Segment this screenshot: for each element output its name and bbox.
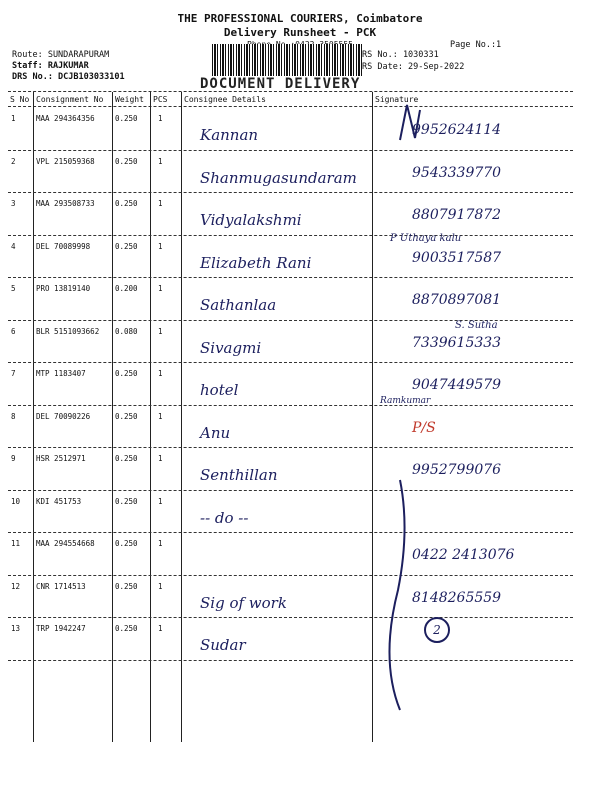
row-weight: 0.250: [115, 539, 138, 548]
row-sno: 3: [11, 199, 16, 208]
row-consignment: DEL 70089998: [36, 241, 91, 251]
row-pcs: 1: [158, 114, 163, 123]
row-consignee: -- do --: [200, 508, 249, 527]
row-signature: P/S: [412, 419, 436, 436]
row-consignee: hotel: [200, 381, 239, 399]
row-weight: 0.250: [115, 369, 138, 378]
row-consignee: Kannan: [200, 126, 259, 144]
col-divider: [33, 92, 34, 742]
row-weight: 0.250: [115, 156, 138, 166]
row-divider: [8, 362, 573, 363]
row-consignment: MAA 294554668: [36, 539, 95, 548]
row-consignment: BLR 5151093662: [36, 326, 100, 336]
rs-date: RS Date: 29-Sep-2022: [362, 62, 465, 72]
row-consignment: PRO 13819140: [36, 284, 91, 293]
row-sno: 2: [11, 156, 16, 166]
header-rule-bottom: [8, 106, 573, 107]
row-signature: 9047449579: [412, 377, 502, 393]
row-consignee: Sivagmi: [200, 338, 262, 357]
row-consignee: Sig of work: [200, 593, 287, 612]
row-signature: 9952624114: [412, 122, 502, 138]
row-weight: 0.250: [115, 496, 138, 506]
company-title: THE PROFESSIONAL COURIERS, Coimbatore: [177, 12, 423, 25]
bracket-mark: [370, 470, 430, 720]
row-consignee: Sathanlaa: [200, 296, 277, 314]
row-pcs: 1: [158, 496, 163, 506]
row-sno: 12: [11, 581, 21, 591]
row-consignment: MAA 293508733: [36, 199, 95, 208]
row-weight: 0.250: [115, 581, 138, 591]
rs-number: RS No.: 1030331: [362, 50, 439, 60]
row-pcs: 1: [158, 326, 163, 336]
row-pcs: 1: [158, 241, 163, 251]
col-divider: [181, 92, 182, 742]
row-pcs: 1: [158, 539, 163, 548]
row-signature: 9003517587: [412, 249, 502, 266]
row-consignment: KDI 451753: [36, 496, 82, 506]
row-divider: [8, 235, 573, 236]
row-sno: 1: [11, 114, 16, 123]
row-divider: [8, 575, 573, 576]
row-consignment: MAA 294364356: [36, 114, 95, 123]
row-consignment: MTP 1183407: [36, 369, 86, 378]
row-divider: [8, 405, 573, 406]
row-sno: 6: [11, 326, 16, 336]
row-pcs: 1: [158, 284, 163, 293]
row-consignee: Elizabeth Rani: [200, 253, 312, 272]
row-weight: 0.250: [115, 624, 138, 633]
row-sno: 11: [11, 539, 21, 548]
col-pcs: PCS: [153, 95, 168, 104]
row-consignment: CNR 1714513: [36, 581, 86, 591]
row-consignee: Vidyalakshmi: [200, 211, 302, 229]
row-signature: 0422 2413076: [412, 547, 515, 563]
row-signature: 8870897081: [412, 292, 502, 308]
route-label: Route: SUNDARAPURAM: [12, 50, 110, 60]
row-sno: 5: [11, 284, 16, 293]
handwritten-signature: S. Sutha: [455, 320, 498, 331]
handwritten-scribble: [395, 100, 425, 150]
row-sno: 13: [11, 624, 21, 633]
row-sno: 9: [11, 454, 16, 463]
document-delivery-stamp: DOCUMENT DELIVERY: [200, 76, 361, 92]
row-divider: [8, 617, 573, 618]
row-signature: 8807917872: [412, 207, 502, 223]
row-pcs: 1: [158, 156, 163, 166]
row-consignee: Shanmugasundaram: [200, 168, 357, 187]
row-pcs: 1: [158, 581, 163, 591]
row-weight: 0.250: [115, 199, 138, 208]
row-signature: 9952799076: [412, 462, 502, 478]
col-divider: [112, 92, 113, 742]
row-signature: 9543339770: [412, 164, 502, 181]
row-divider: [8, 192, 573, 193]
row-weight: 0.250: [115, 454, 138, 463]
row-divider: [8, 490, 573, 491]
row-pcs: 1: [158, 199, 163, 208]
row-sno: 8: [11, 411, 16, 421]
row-consignee: Anu: [200, 423, 231, 442]
col-signature: Signature: [375, 95, 419, 104]
row-weight: 0.250: [115, 241, 138, 251]
col-divider: [150, 92, 151, 742]
row-pcs: 1: [158, 624, 163, 633]
row-divider: [8, 660, 573, 661]
handwritten-signature: Ramkumar: [380, 396, 431, 406]
page-number: Page No.:1: [450, 40, 502, 50]
row-signature: 8148265559: [412, 589, 502, 606]
row-sno: 7: [11, 369, 16, 378]
row-consignment: TRP 1942247: [36, 624, 86, 633]
row-consignment: DEL 70090226: [36, 411, 91, 421]
row-weight: 0.200: [115, 284, 138, 293]
col-consignee: Consignee Details: [184, 95, 266, 104]
col-weight: Weight: [115, 95, 144, 104]
barcode: [212, 44, 362, 76]
row-pcs: 1: [158, 411, 163, 421]
staff-label: Staff: RAJKUMAR: [12, 61, 89, 71]
row-consignment: HSR 2512971: [36, 454, 86, 463]
row-consignee: Sudar: [200, 636, 246, 654]
row-divider: [8, 150, 573, 151]
row-divider: [8, 532, 573, 533]
row-divider: [8, 447, 573, 448]
row-sno: 4: [11, 241, 16, 251]
runsheet-subtitle: Delivery Runsheet - PCK: [223, 26, 377, 39]
row-sno: 10: [11, 496, 21, 506]
row-divider: [8, 277, 573, 278]
col-consignment: Consignment No: [36, 95, 104, 104]
row-signature: 7339615333: [412, 334, 502, 351]
handwritten-note: P Uthaya kalu: [390, 233, 462, 244]
col-sno: S No: [10, 95, 30, 104]
row-pcs: 1: [158, 369, 163, 378]
header-rule-top: [8, 91, 573, 92]
circled-number: 2: [424, 617, 450, 643]
row-weight: 0.250: [115, 114, 138, 123]
row-consignment: VPL 215059368: [36, 156, 95, 166]
row-pcs: 1: [158, 454, 163, 463]
row-consignee: Senthillan: [200, 466, 278, 484]
row-weight: 0.080: [115, 326, 138, 336]
drs-number: DRS No.: DCJB103033101: [12, 72, 125, 82]
row-weight: 0.250: [115, 411, 138, 421]
